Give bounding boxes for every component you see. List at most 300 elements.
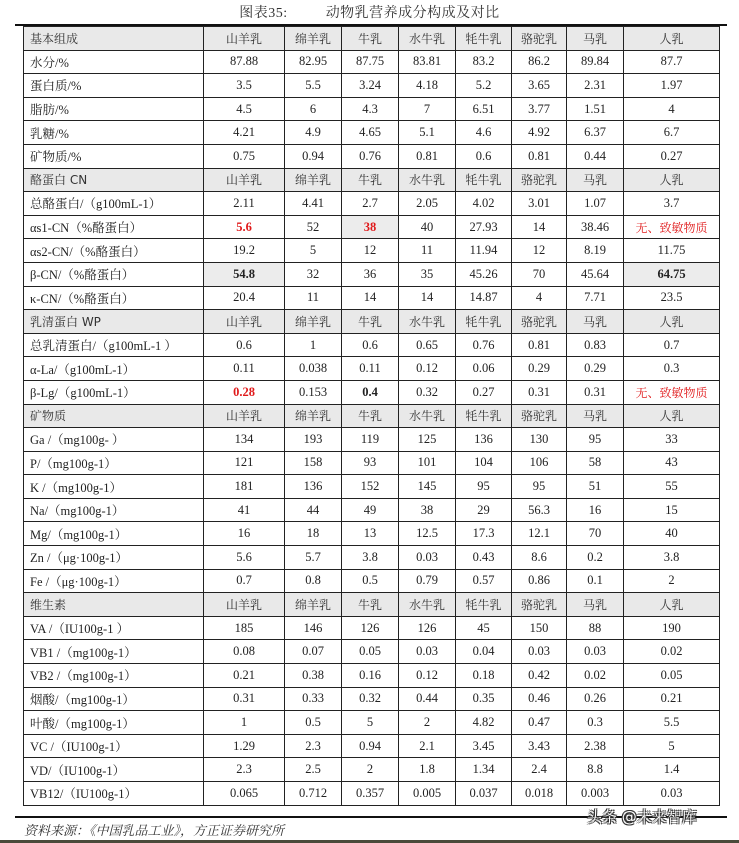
table-cell: 56.3 <box>512 498 567 522</box>
table-row <box>24 97 720 121</box>
table-cell: 126 <box>399 616 456 640</box>
table-cell: 8.8 <box>567 758 624 782</box>
table-cell: 17.3 <box>456 522 512 546</box>
table-cell: 58 <box>567 451 624 475</box>
table-cell: 0.7 <box>624 333 720 357</box>
table-cell: 0.32 <box>342 687 399 711</box>
row-label: VC /（IU100g-1） <box>24 734 204 758</box>
table-row <box>24 546 720 570</box>
table-cell: 12.1 <box>512 522 567 546</box>
table-cell: 35 <box>399 262 456 286</box>
section-header-row <box>24 593 720 617</box>
row-label: VD/（IU100g-1） <box>24 758 204 782</box>
table-cell: 55 <box>624 475 720 499</box>
table-cell: 4 <box>512 286 567 310</box>
column-header: 水牛乳 <box>399 27 456 51</box>
table-cell: 0.83 <box>567 333 624 357</box>
table-cell: 0.3 <box>624 357 720 381</box>
table-cell: 70 <box>567 522 624 546</box>
table-cell: 6.51 <box>456 97 512 121</box>
table-cell: 11 <box>399 239 456 263</box>
row-label: Fe /（μg·100g-1） <box>24 569 204 593</box>
row-label: κ-CN/（%酪蛋白） <box>24 286 204 310</box>
table-cell: 7 <box>399 97 456 121</box>
table-row <box>24 498 720 522</box>
table-cell: 13 <box>342 522 399 546</box>
table-row <box>24 239 720 263</box>
table-cell: 23.5 <box>624 286 720 310</box>
table-cell: 14 <box>342 286 399 310</box>
column-header: 牦牛乳 <box>456 310 512 334</box>
table-cell: 5 <box>624 734 720 758</box>
row-label: Mg/（mg100g-1） <box>24 522 204 546</box>
table-cell: 119 <box>342 428 399 452</box>
row-label: 乳糖/% <box>24 121 204 145</box>
table-cell: 11.94 <box>456 239 512 263</box>
table-cell: 11.75 <box>624 239 720 263</box>
table-cell: 2.5 <box>285 758 342 782</box>
column-header: 牦牛乳 <box>456 404 512 428</box>
table-cell: 0.712 <box>285 782 342 806</box>
column-header: 水牛乳 <box>399 310 456 334</box>
table-cell: 3.45 <box>456 734 512 758</box>
table-cell: 5 <box>342 711 399 735</box>
table-cell: 45 <box>456 616 512 640</box>
table-cell: 19.2 <box>204 239 285 263</box>
table-cell: 43 <box>624 451 720 475</box>
row-label: K /（mg100g-1） <box>24 475 204 499</box>
row-label: β-Lg/（g100mL-1） <box>24 380 204 404</box>
table-cell: 4.41 <box>285 192 342 216</box>
table-cell: 0.1 <box>567 569 624 593</box>
table-cell: 3.65 <box>512 74 567 98</box>
table-cell: 0.5 <box>285 711 342 735</box>
column-header: 绵羊乳 <box>285 27 342 51</box>
table-row <box>24 192 720 216</box>
column-header: 人乳 <box>624 168 720 192</box>
table-cell: 52 <box>285 215 342 239</box>
column-header: 人乳 <box>624 404 720 428</box>
table-cell: 121 <box>204 451 285 475</box>
section-title: 酪蛋白 CN <box>24 168 204 192</box>
table-row <box>24 428 720 452</box>
table-cell: 95 <box>567 428 624 452</box>
table-cell: 1.97 <box>624 74 720 98</box>
table-cell: 15 <box>624 498 720 522</box>
column-header: 骆驼乳 <box>512 593 567 617</box>
column-header: 绵羊乳 <box>285 404 342 428</box>
table-cell: 0.005 <box>399 782 456 806</box>
table-cell: 4.18 <box>399 74 456 98</box>
table-cell: 0.42 <box>512 664 567 688</box>
table-cell: 40 <box>624 522 720 546</box>
table-cell: 3.7 <box>624 192 720 216</box>
table-cell: 4.3 <box>342 97 399 121</box>
row-label: αs2-CN/（%酪蛋白） <box>24 239 204 263</box>
row-label: 脂肪/% <box>24 97 204 121</box>
table-row <box>24 121 720 145</box>
column-header: 水牛乳 <box>399 593 456 617</box>
table-cell: 0.21 <box>204 664 285 688</box>
table-cell: 0.81 <box>512 144 567 168</box>
table-cell: 0.6 <box>456 144 512 168</box>
figure-number: 图表35: <box>239 6 288 21</box>
table-cell: 0.153 <box>285 380 342 404</box>
column-header: 人乳 <box>624 593 720 617</box>
row-label: αs1-CN（%酪蛋白） <box>24 215 204 239</box>
row-label: α-La/（g100mL-1） <box>24 357 204 381</box>
table-cell: 0.27 <box>456 380 512 404</box>
table-cell: 5.6 <box>204 215 285 239</box>
table-cell: 2.7 <box>342 192 399 216</box>
table-cell: 33 <box>624 428 720 452</box>
table-row <box>24 664 720 688</box>
table-cell: 3.8 <box>624 546 720 570</box>
table-cell: 136 <box>456 428 512 452</box>
row-label: 矿物质/% <box>24 144 204 168</box>
table-cell: 0.6 <box>204 333 285 357</box>
table-cell: 0.21 <box>624 687 720 711</box>
table-row <box>24 286 720 310</box>
table-row <box>24 782 720 806</box>
section-title: 乳清蛋白 WP <box>24 310 204 334</box>
table-cell: 6.37 <box>567 121 624 145</box>
section-header-row <box>24 310 720 334</box>
section-header-row <box>24 27 720 51</box>
table-cell: 44 <box>285 498 342 522</box>
table-cell: 1.29 <box>204 734 285 758</box>
table-cell: 0.26 <box>567 687 624 711</box>
table-cell: 0.7 <box>204 569 285 593</box>
table-cell: 0.038 <box>285 357 342 381</box>
column-header: 山羊乳 <box>204 27 285 51</box>
table-cell: 185 <box>204 616 285 640</box>
table-cell: 190 <box>624 616 720 640</box>
table-cell: 0.357 <box>342 782 399 806</box>
column-header: 马乳 <box>567 404 624 428</box>
row-label: P/（mg100g-1） <box>24 451 204 475</box>
column-header: 牦牛乳 <box>456 593 512 617</box>
table-cell: 4.6 <box>456 121 512 145</box>
table-row <box>24 451 720 475</box>
table-row <box>24 50 720 74</box>
table-cell: 0.03 <box>624 782 720 806</box>
table-cell: 134 <box>204 428 285 452</box>
table-cell: 0.037 <box>456 782 512 806</box>
table-cell: 27.93 <box>456 215 512 239</box>
table-cell: 4.65 <box>342 121 399 145</box>
column-header: 山羊乳 <box>204 310 285 334</box>
table-cell: 45.64 <box>567 262 624 286</box>
watermark: 头条 @未来智库 <box>587 808 697 826</box>
table-row <box>24 475 720 499</box>
figure-title <box>0 2 739 22</box>
row-label: 总酪蛋白/（g100mL-1） <box>24 192 204 216</box>
row-label: Ga /（mg100g- ） <box>24 428 204 452</box>
column-header: 水牛乳 <box>399 404 456 428</box>
row-label: 总乳清蛋白/（g100mL-1 ） <box>24 333 204 357</box>
table-cell: 130 <box>512 428 567 452</box>
table-cell: 0.94 <box>285 144 342 168</box>
table-row <box>24 616 720 640</box>
table-cell: 5 <box>285 239 342 263</box>
table-cell: 0.35 <box>456 687 512 711</box>
table-cell: 0.79 <box>399 569 456 593</box>
table-cell: 32 <box>285 262 342 286</box>
table-cell: 2.3 <box>285 734 342 758</box>
table-cell: 4.02 <box>456 192 512 216</box>
table-cell: 0.33 <box>285 687 342 711</box>
table-cell: 0.76 <box>342 144 399 168</box>
row-label: VB2 /（mg100g-1） <box>24 664 204 688</box>
section-header-row <box>24 404 720 428</box>
table-cell: 0.3 <box>567 711 624 735</box>
table-cell: 0.57 <box>456 569 512 593</box>
table-cell: 0.05 <box>624 664 720 688</box>
column-header: 人乳 <box>624 310 720 334</box>
column-header: 人乳 <box>624 27 720 51</box>
table-cell: 0.94 <box>342 734 399 758</box>
table-cell: 87.7 <box>624 50 720 74</box>
table-cell: 4.92 <box>512 121 567 145</box>
table-cell: 0.44 <box>399 687 456 711</box>
table-cell: 11 <box>285 286 342 310</box>
column-header: 牛乳 <box>342 27 399 51</box>
table-row <box>24 640 720 664</box>
table-cell: 1.4 <box>624 758 720 782</box>
table-cell: 95 <box>456 475 512 499</box>
table-cell: 20.4 <box>204 286 285 310</box>
column-header: 牛乳 <box>342 168 399 192</box>
column-header: 马乳 <box>567 310 624 334</box>
column-header: 马乳 <box>567 168 624 192</box>
table-cell: 0.6 <box>342 333 399 357</box>
column-header: 牛乳 <box>342 593 399 617</box>
table-cell: 8.19 <box>567 239 624 263</box>
row-label: VB1 /（mg100g-1） <box>24 640 204 664</box>
table-cell: 1.34 <box>456 758 512 782</box>
table-cell: 0.81 <box>399 144 456 168</box>
section-title: 矿物质 <box>24 404 204 428</box>
table-cell: 5.7 <box>285 546 342 570</box>
table-cell: 0.65 <box>399 333 456 357</box>
table-cell: 0.16 <box>342 664 399 688</box>
table-cell: 12.5 <box>399 522 456 546</box>
table-cell: 0.76 <box>456 333 512 357</box>
column-header: 绵羊乳 <box>285 168 342 192</box>
column-header: 绵羊乳 <box>285 593 342 617</box>
table-row <box>24 711 720 735</box>
row-label: VA /（IU100g-1 ） <box>24 616 204 640</box>
source-note: 资料来源：《中国乳品工业》，方正证券研究所 <box>24 823 285 838</box>
nutrition-table <box>23 26 720 806</box>
table-cell: 2.05 <box>399 192 456 216</box>
table-cell: 2.1 <box>399 734 456 758</box>
table-cell: 83.81 <box>399 50 456 74</box>
table-cell: 0.05 <box>342 640 399 664</box>
table-cell: 0.31 <box>512 380 567 404</box>
table-cell: 126 <box>342 616 399 640</box>
table-cell: 86.2 <box>512 50 567 74</box>
column-header: 骆驼乳 <box>512 404 567 428</box>
table-row <box>24 262 720 286</box>
table-cell: 0.44 <box>567 144 624 168</box>
table-cell: 3.5 <box>204 74 285 98</box>
table-cell: 3.01 <box>512 192 567 216</box>
table-cell: 3.24 <box>342 74 399 98</box>
table-cell: 193 <box>285 428 342 452</box>
table-cell: 0.003 <box>567 782 624 806</box>
table-cell: 1.51 <box>567 97 624 121</box>
table-cell: 136 <box>285 475 342 499</box>
table-cell: 95 <box>512 475 567 499</box>
table-cell: 16 <box>567 498 624 522</box>
column-header: 骆驼乳 <box>512 168 567 192</box>
column-header: 绵羊乳 <box>285 310 342 334</box>
table-cell: 0.5 <box>342 569 399 593</box>
table-cell: 152 <box>342 475 399 499</box>
table-cell: 4.82 <box>456 711 512 735</box>
table-cell: 0.11 <box>204 357 285 381</box>
table-cell: 6.7 <box>624 121 720 145</box>
table-cell: 82.95 <box>285 50 342 74</box>
table-cell: 1 <box>285 333 342 357</box>
column-header: 水牛乳 <box>399 168 456 192</box>
table-cell: 125 <box>399 428 456 452</box>
column-header: 骆驼乳 <box>512 27 567 51</box>
table-cell: 101 <box>399 451 456 475</box>
table-cell: 83.2 <box>456 50 512 74</box>
table-cell: 0.04 <box>456 640 512 664</box>
table-cell: 2.11 <box>204 192 285 216</box>
table-row <box>24 569 720 593</box>
table-cell: 2.38 <box>567 734 624 758</box>
column-header: 马乳 <box>567 27 624 51</box>
column-header: 山羊乳 <box>204 593 285 617</box>
table-cell: 104 <box>456 451 512 475</box>
table-cell: 158 <box>285 451 342 475</box>
table-cell: 93 <box>342 451 399 475</box>
table-cell: 5.6 <box>204 546 285 570</box>
table-cell: 0.12 <box>399 664 456 688</box>
table-cell: 3.8 <box>342 546 399 570</box>
column-header: 牛乳 <box>342 404 399 428</box>
table-cell: 5.2 <box>456 74 512 98</box>
table-cell: 8.6 <box>512 546 567 570</box>
table-cell: 0.18 <box>456 664 512 688</box>
table-cell: 146 <box>285 616 342 640</box>
row-label: VB12/（IU100g-1） <box>24 782 204 806</box>
table-cell: 18 <box>285 522 342 546</box>
section-title: 维生素 <box>24 593 204 617</box>
column-header: 牦牛乳 <box>456 168 512 192</box>
table-cell: 14 <box>399 286 456 310</box>
table-cell: 0.31 <box>204 687 285 711</box>
table-cell: 70 <box>512 262 567 286</box>
table-cell: 38.46 <box>567 215 624 239</box>
table-cell: 3.43 <box>512 734 567 758</box>
table-cell: 0.86 <box>512 569 567 593</box>
table-cell: 0.29 <box>512 357 567 381</box>
table-cell: 0.03 <box>567 640 624 664</box>
table-cell: 4 <box>624 97 720 121</box>
table-cell: 2.4 <box>512 758 567 782</box>
table-row <box>24 144 720 168</box>
table-cell: 0.02 <box>567 664 624 688</box>
table-cell: 38 <box>342 215 399 239</box>
row-label: Zn /（μg·100g-1） <box>24 546 204 570</box>
table-row <box>24 734 720 758</box>
table-cell: 45.26 <box>456 262 512 286</box>
table-cell: 0.12 <box>399 357 456 381</box>
table-row <box>24 333 720 357</box>
table-cell: 0.065 <box>204 782 285 806</box>
row-label: Na/（mg100g-1） <box>24 498 204 522</box>
table-cell: 87.75 <box>342 50 399 74</box>
table-cell: 41 <box>204 498 285 522</box>
table-cell: 7.71 <box>567 286 624 310</box>
table-cell: 0.03 <box>399 546 456 570</box>
table-cell: 0.38 <box>285 664 342 688</box>
table-cell: 16 <box>204 522 285 546</box>
figure-caption: 动物乳营养成分构成及对比 <box>325 6 500 21</box>
table-cell: 2 <box>342 758 399 782</box>
table-cell: 0.02 <box>624 640 720 664</box>
table-cell: 29 <box>456 498 512 522</box>
column-header: 骆驼乳 <box>512 310 567 334</box>
table-cell: 0.07 <box>285 640 342 664</box>
table-cell: 14 <box>512 215 567 239</box>
table-cell: 0.8 <box>285 569 342 593</box>
table-cell: 0.08 <box>204 640 285 664</box>
table-cell: 1.8 <box>399 758 456 782</box>
column-header: 牦牛乳 <box>456 27 512 51</box>
table-cell: 0.29 <box>567 357 624 381</box>
table-cell: 3.77 <box>512 97 567 121</box>
table-cell: 5.1 <box>399 121 456 145</box>
table-cell: 54.8 <box>204 262 285 286</box>
table-cell: 12 <box>342 239 399 263</box>
table-cell: 51 <box>567 475 624 499</box>
table-cell: 0.46 <box>512 687 567 711</box>
table-cell: 36 <box>342 262 399 286</box>
table-cell: 0.31 <box>567 380 624 404</box>
table-cell: 2 <box>624 569 720 593</box>
table-row <box>24 74 720 98</box>
table-cell: 0.28 <box>204 380 285 404</box>
table-cell: 12 <box>512 239 567 263</box>
table-cell: 64.75 <box>624 262 720 286</box>
section-header-row <box>24 168 720 192</box>
table-row <box>24 687 720 711</box>
column-header: 山羊乳 <box>204 168 285 192</box>
row-label: 烟酸/（mg100g-1） <box>24 687 204 711</box>
table-cell: 1 <box>204 711 285 735</box>
section-title: 基本组成 <box>24 27 204 51</box>
table-cell: 0.018 <box>512 782 567 806</box>
table-cell: 0.43 <box>456 546 512 570</box>
table-cell: 0.03 <box>512 640 567 664</box>
table-cell: 150 <box>512 616 567 640</box>
table-cell: 38 <box>399 498 456 522</box>
table-cell: 2.31 <box>567 74 624 98</box>
table-cell: 0.81 <box>512 333 567 357</box>
table-row <box>24 357 720 381</box>
table-cell: 4.21 <box>204 121 285 145</box>
table-cell: 49 <box>342 498 399 522</box>
table-cell: 0.03 <box>399 640 456 664</box>
table-row <box>24 522 720 546</box>
